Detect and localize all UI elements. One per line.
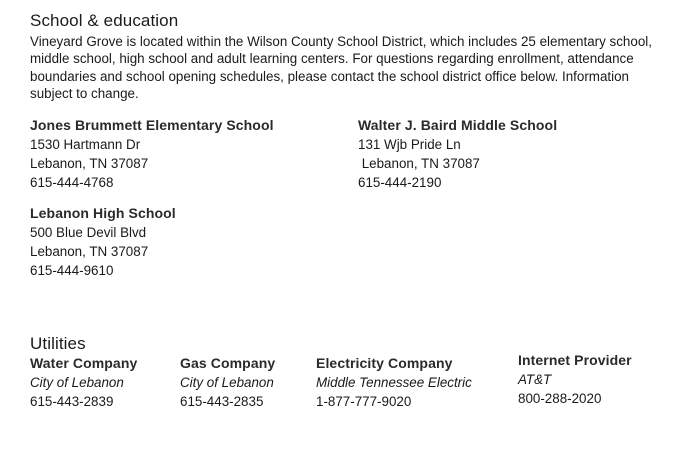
- utility-provider: City of Lebanon: [180, 375, 274, 390]
- utilities-heading: Utilities: [30, 334, 86, 353]
- school-street: 500 Blue Devil Blvd: [30, 225, 147, 240]
- school-name: Walter J. Baird Middle School: [358, 117, 558, 133]
- utility-label: Water Company: [30, 355, 138, 371]
- utility-water: [30, 354, 137, 411]
- school-city: Lebanon, TN 37087: [30, 156, 149, 171]
- school-education-heading: School & education: [30, 11, 179, 30]
- school-education-intro: Vineyard Grove is located within the Wilson County School District, which includes 25 elementary school, middle school, high school and adult learning centers. For questions regarding enrollment, attendance boundaries and school opening schedules, please contact the school district office below. Information subject to change.: [30, 34, 652, 101]
- school-card-elementary: [30, 116, 274, 192]
- school-name: Lebanon High School: [30, 205, 176, 221]
- utility-internet: [518, 351, 632, 408]
- utility-phone[interactable]: 615-443-2839: [30, 394, 114, 409]
- utility-electricity: [316, 354, 472, 411]
- school-street: 131 Wjb Pride Ln: [358, 137, 461, 152]
- utility-label: Internet Provider: [518, 352, 632, 368]
- utility-label: Gas Company: [180, 355, 276, 371]
- school-phone[interactable]: 615-444-4768: [30, 175, 114, 190]
- utility-provider: AT&T: [518, 372, 552, 387]
- utility-phone[interactable]: 1-877-777-9020: [316, 394, 412, 409]
- school-city: Lebanon, TN 37087: [30, 244, 149, 259]
- school-city: Lebanon, TN 37087: [358, 156, 480, 171]
- utility-provider: City of Lebanon: [30, 375, 124, 390]
- utility-phone[interactable]: 615-443-2835: [180, 394, 264, 409]
- school-name: Jones Brummett Elementary School: [30, 117, 274, 133]
- school-phone[interactable]: 615-444-2190: [358, 175, 442, 190]
- school-street: 1530 Hartmann Dr: [30, 137, 141, 152]
- school-phone[interactable]: 615-444-9610: [30, 263, 114, 278]
- school-card-middle: [358, 116, 557, 192]
- utility-provider: Middle Tennessee Electric: [316, 375, 472, 390]
- utility-gas: [180, 354, 275, 411]
- utility-label: Electricity Company: [316, 355, 453, 371]
- utility-phone[interactable]: 800-288-2020: [518, 391, 602, 406]
- school-card-high: [30, 204, 176, 280]
